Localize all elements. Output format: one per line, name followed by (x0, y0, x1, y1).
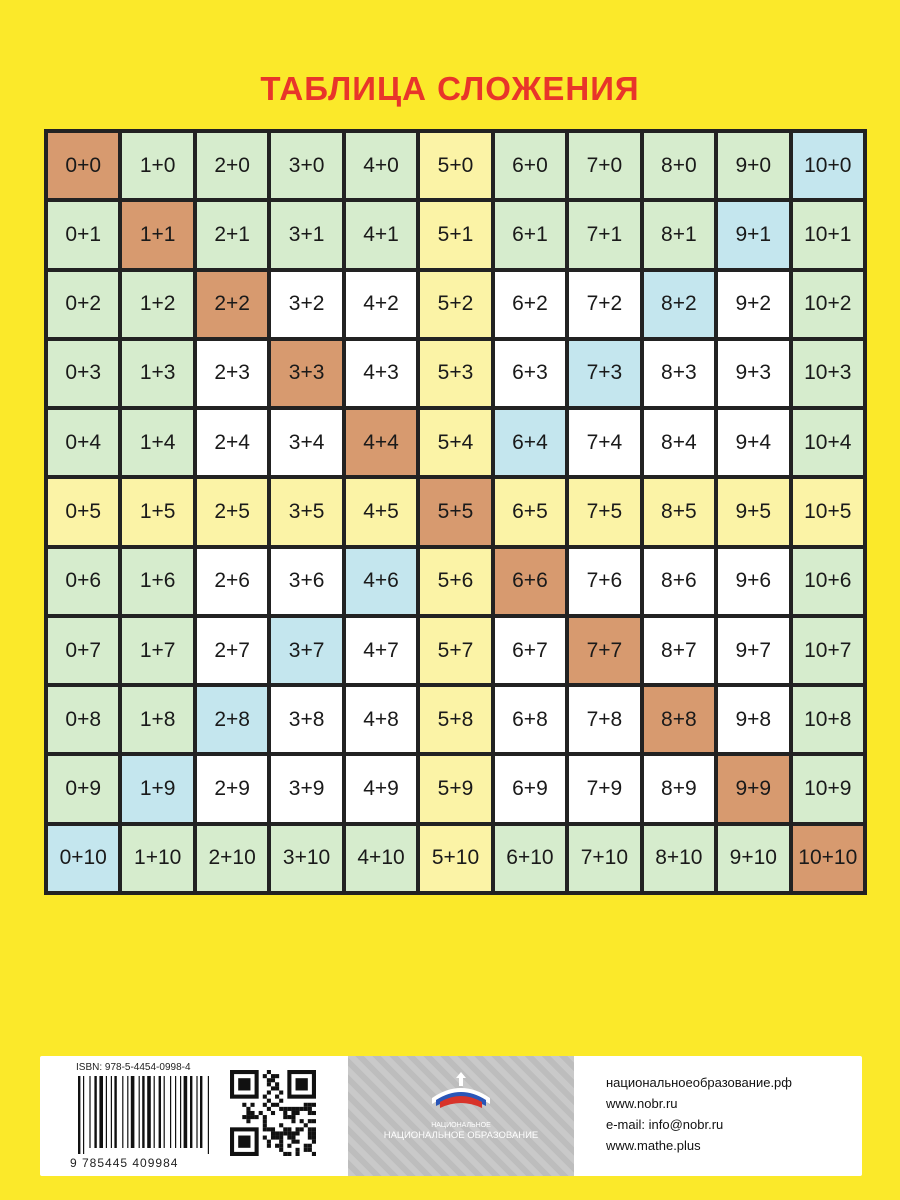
table-cell: 9+9 (718, 756, 788, 821)
table-cell: 4+6 (346, 549, 416, 614)
table-cell: 8+3 (644, 341, 714, 406)
table-cell: 3+8 (271, 687, 341, 752)
table-cell: 5+9 (420, 756, 490, 821)
table-cell: 4+3 (346, 341, 416, 406)
contact-website-mathe[interactable]: www.mathe.plus (606, 1138, 701, 1153)
table-cell: 4+9 (346, 756, 416, 821)
table-cell: 0+3 (48, 341, 118, 406)
publisher-logo-icon (426, 1070, 496, 1122)
table-cell: 10+4 (793, 410, 863, 475)
table-cell: 6+4 (495, 410, 565, 475)
table-cell: 6+0 (495, 133, 565, 198)
table-cell: 9+5 (718, 479, 788, 544)
table-cell: 8+10 (644, 826, 714, 891)
table-cell: 2+6 (197, 549, 267, 614)
publisher-name: НАЦИОНАЛЬНОЕ ОБРАЗОВАНИЕ (383, 1130, 539, 1141)
table-cell: 8+0 (644, 133, 714, 198)
table-cell: 8+6 (644, 549, 714, 614)
table-cell: 5+2 (420, 272, 490, 337)
table-cell: 0+10 (48, 826, 118, 891)
table-cell: 2+2 (197, 272, 267, 337)
table-cell: 3+7 (271, 618, 341, 683)
table-cell: 7+6 (569, 549, 639, 614)
table-cell: 7+9 (569, 756, 639, 821)
table-cell: 1+8 (122, 687, 192, 752)
table-cell: 2+4 (197, 410, 267, 475)
table-cell: 10+10 (793, 826, 863, 891)
table-cell: 6+7 (495, 618, 565, 683)
table-cell: 4+0 (346, 133, 416, 198)
table-cell: 6+9 (495, 756, 565, 821)
table-cell: 10+8 (793, 687, 863, 752)
table-cell: 7+4 (569, 410, 639, 475)
table-cell: 7+5 (569, 479, 639, 544)
table-cell: 4+2 (346, 272, 416, 337)
table-cell: 9+7 (718, 618, 788, 683)
table-cell: 5+0 (420, 133, 490, 198)
table-cell: 0+6 (48, 549, 118, 614)
table-cell: 4+10 (346, 826, 416, 891)
table-cell: 6+3 (495, 341, 565, 406)
table-cell: 4+4 (346, 410, 416, 475)
table-cell: 1+4 (122, 410, 192, 475)
table-cell: 5+3 (420, 341, 490, 406)
table-cell: 7+8 (569, 687, 639, 752)
table-cell: 5+6 (420, 549, 490, 614)
table-cell: 7+3 (569, 341, 639, 406)
table-cell: 0+7 (48, 618, 118, 683)
contact-website[interactable]: www.nobr.ru (606, 1096, 678, 1111)
table-cell: 8+7 (644, 618, 714, 683)
table-cell: 3+4 (271, 410, 341, 475)
table-cell: 6+10 (495, 826, 565, 891)
table-cell: 8+8 (644, 687, 714, 752)
table-cell: 9+2 (718, 272, 788, 337)
table-cell: 0+2 (48, 272, 118, 337)
table-cell: 3+10 (271, 826, 341, 891)
table-cell: 9+4 (718, 410, 788, 475)
table-cell: 0+0 (48, 133, 118, 198)
table-cell: 3+5 (271, 479, 341, 544)
table-cell: 6+1 (495, 202, 565, 267)
table-cell: 2+10 (197, 826, 267, 891)
table-cell: 9+8 (718, 687, 788, 752)
table-cell: 9+0 (718, 133, 788, 198)
table-cell: 0+5 (48, 479, 118, 544)
isbn-label: ISBN: 978-5-4454-0998-4 (76, 1062, 191, 1073)
table-cell: 10+7 (793, 618, 863, 683)
table-cell: 8+9 (644, 756, 714, 821)
table-cell: 7+2 (569, 272, 639, 337)
table-cell: 0+9 (48, 756, 118, 821)
table-cell: 6+8 (495, 687, 565, 752)
table-cell: 3+1 (271, 202, 341, 267)
table-cell: 2+9 (197, 756, 267, 821)
table-cell: 2+3 (197, 341, 267, 406)
table-cell: 6+6 (495, 549, 565, 614)
table-cell: 3+2 (271, 272, 341, 337)
table-cell: 2+0 (197, 133, 267, 198)
table-cell: 2+7 (197, 618, 267, 683)
publisher-small-text: НАЦИОНАЛЬНОЕ (431, 1122, 491, 1129)
table-cell: 8+5 (644, 479, 714, 544)
publisher-logo-block (348, 1056, 574, 1176)
table-cell: 3+9 (271, 756, 341, 821)
contacts-list (606, 1072, 792, 1156)
qr-code-icon (230, 1070, 316, 1156)
table-cell: 1+5 (122, 479, 192, 544)
contact-website-rf[interactable]: национальноеобразование.рф (606, 1075, 792, 1090)
table-cell: 6+2 (495, 272, 565, 337)
table-cell: 1+9 (122, 756, 192, 821)
table-cell: 4+8 (346, 687, 416, 752)
table-cell: 4+7 (346, 618, 416, 683)
table-cell: 9+10 (718, 826, 788, 891)
table-cell: 1+2 (122, 272, 192, 337)
table-cell: 7+0 (569, 133, 639, 198)
table-cell: 6+5 (495, 479, 565, 544)
table-cell: 5+5 (420, 479, 490, 544)
table-cell: 9+1 (718, 202, 788, 267)
table-cell: 4+1 (346, 202, 416, 267)
table-cell: 0+8 (48, 687, 118, 752)
table-cell: 5+4 (420, 410, 490, 475)
back-cover-footer (40, 1056, 862, 1176)
table-cell: 8+4 (644, 410, 714, 475)
table-cell: 0+4 (48, 410, 118, 475)
table-cell: 1+0 (122, 133, 192, 198)
table-cell: 10+2 (793, 272, 863, 337)
barcode-icon (76, 1076, 234, 1154)
addition-table (44, 129, 867, 895)
table-cell: 3+0 (271, 133, 341, 198)
contact-email[interactable]: e-mail: info@nobr.ru (606, 1117, 724, 1132)
table-cell: 9+3 (718, 341, 788, 406)
table-cell: 2+1 (197, 202, 267, 267)
table-cell: 10+3 (793, 341, 863, 406)
table-cell: 4+5 (346, 479, 416, 544)
table-cell: 5+1 (420, 202, 490, 267)
table-cell: 10+1 (793, 202, 863, 267)
table-cell: 1+6 (122, 549, 192, 614)
table-cell: 10+9 (793, 756, 863, 821)
table-cell: 10+0 (793, 133, 863, 198)
table-cell: 9+6 (718, 549, 788, 614)
table-cell: 8+1 (644, 202, 714, 267)
table-cell: 5+7 (420, 618, 490, 683)
table-cell: 10+5 (793, 479, 863, 544)
table-cell: 1+1 (122, 202, 192, 267)
table-cell: 3+6 (271, 549, 341, 614)
table-cell: 1+10 (122, 826, 192, 891)
table-cell: 10+6 (793, 549, 863, 614)
table-cell: 0+1 (48, 202, 118, 267)
barcode-digits: 9 785445 409984 (70, 1156, 179, 1170)
table-cell: 7+7 (569, 618, 639, 683)
table-cell: 2+8 (197, 687, 267, 752)
table-cell: 7+10 (569, 826, 639, 891)
table-cell: 5+10 (420, 826, 490, 891)
table-cell: 8+2 (644, 272, 714, 337)
page-title: ТАБЛИЦА СЛОЖЕНИЯ (260, 70, 640, 107)
table-cell: 5+8 (420, 687, 490, 752)
table-cell: 1+7 (122, 618, 192, 683)
table-cell: 1+3 (122, 341, 192, 406)
table-cell: 3+3 (271, 341, 341, 406)
table-cell: 7+1 (569, 202, 639, 267)
table-cell: 2+5 (197, 479, 267, 544)
